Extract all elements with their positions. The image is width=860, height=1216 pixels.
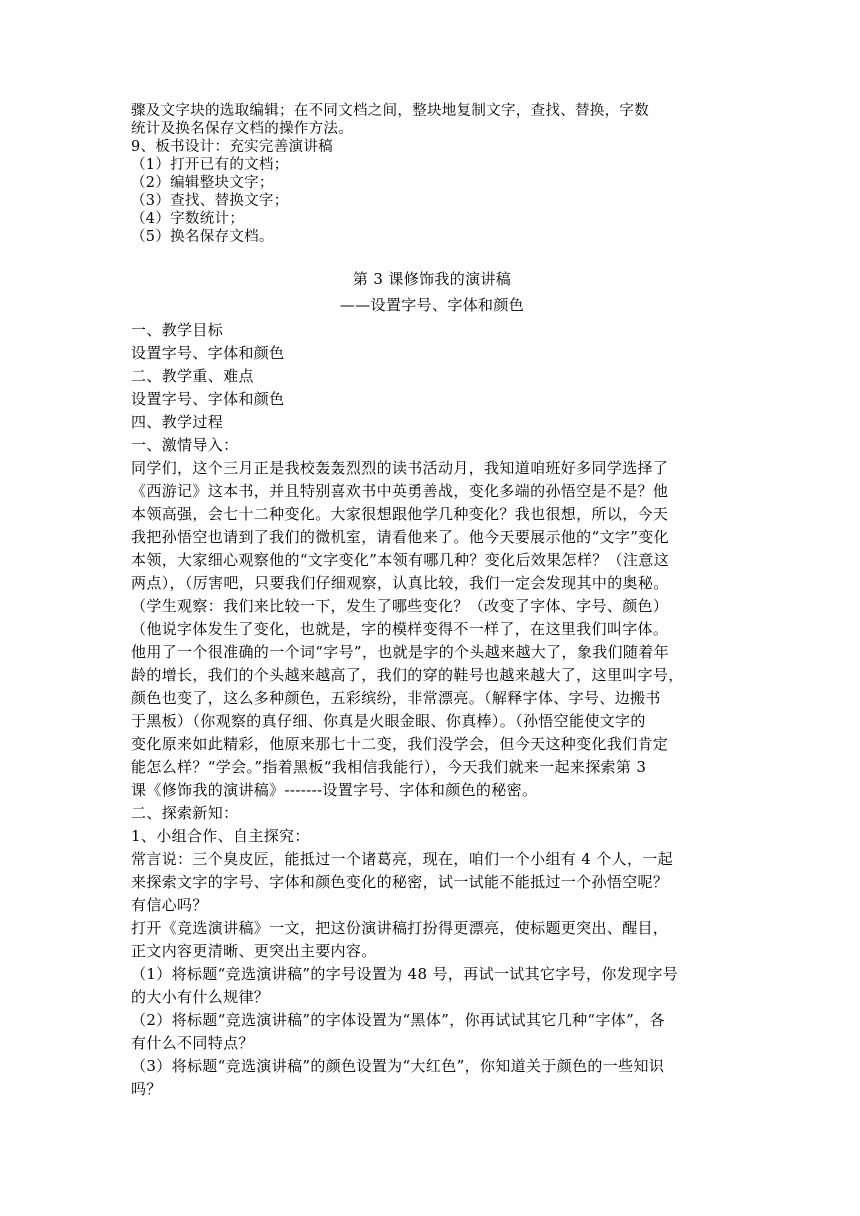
text-line: 正文内容更清晰、更突出主要内容。 xyxy=(131,942,377,960)
heading-line: 一、激情导入： xyxy=(131,436,239,454)
heading-line: 1、小组合作、自主探究： xyxy=(131,827,310,845)
text-line: 同学们，这个三月正是我校轰轰烈烈的读书活动月，我知道咱班好多同学选择了 xyxy=(131,459,669,477)
text-line: （1）打开已有的文档； xyxy=(131,157,289,173)
text-line: 打开《竞选演讲稿》一文，把这份演讲稿打扮得更漂亮，使标题更突出、醒目， xyxy=(131,919,669,937)
text-line: （2）将标题“竞选演讲稿”的字体设置为“黑体”，你再试试其它几种“字体”，各 xyxy=(131,1011,665,1029)
text-line: 两点），（厉害吧，只要我们仔细观察，认真比较，我们一定会发现其中的奥秘。 xyxy=(131,574,669,592)
text-line: 我把孙悟空也请到了我们的微机室，请看他来了。他今天要展示他的“文字”变化 xyxy=(131,528,669,546)
text-line: 本领高强，会七十二种变化。大家很想跟他学几种变化？我也很想，所以，今天 xyxy=(131,505,669,523)
lesson-title: 第 3 课修饰我的演讲稿 xyxy=(352,270,512,288)
text-line: 吗？ xyxy=(131,1080,162,1098)
text-line: 设置字号、字体和颜色 xyxy=(131,344,285,362)
text-line: 9、板书设计：充实完善演讲稿 xyxy=(131,139,333,155)
text-line: 课《修饰我的演讲稿》-------设置字号、字体和颜色的秘密。 xyxy=(131,781,538,799)
text-line: 本领，大家细心观察他的“文字变化”本领有哪几种？变化后效果怎样？（注意这 xyxy=(131,551,669,569)
heading-line: 一、教学目标 xyxy=(131,321,224,339)
text-line: 变化原来如此精彩，他原来那七十二变，我们没学会，但今天这种变化我们肯定 xyxy=(131,735,669,753)
text-line: 龄的增长，我们的个头越来越高了，我们的穿的鞋号也越来越大了，这里叫字号， xyxy=(131,666,684,684)
text-line: 来探索文字的字号、字体和颜色变化的秘密，试一试能不能抵过一个孙悟空呢？ xyxy=(131,873,669,891)
text-line: 有信心吗？ xyxy=(131,896,208,914)
text-line: （3）将标题“竞选演讲稿”的颜色设置为“大红色”，你知道关于颜色的一些知识 xyxy=(131,1057,665,1075)
heading-line: 二、探索新知： xyxy=(131,804,239,822)
text-line: 设置字号、字体和颜色 xyxy=(131,390,285,408)
text-line: （1）将标题“竞选演讲稿”的字号设置为 48 号，再试一试其它字号，你发现字号 xyxy=(131,965,679,983)
text-line: 统计及换名保存文档的操作方法。 xyxy=(131,121,353,137)
text-line: （4）字数统计； xyxy=(131,211,245,227)
lesson-subtitle: ——设置字号、字体和颜色 xyxy=(339,296,525,314)
text-line: （3）查找、替换文字； xyxy=(131,193,289,209)
text-line: 《西游记》这本书，并且特别喜欢书中英勇善战，变化多端的孙悟空是不是？他 xyxy=(131,482,669,500)
heading-line: 二、教学重、难点 xyxy=(131,367,254,385)
text-line: （2）编辑整块文字； xyxy=(131,175,274,191)
text-line: 常言说：三个臭皮匠，能抵过一个诸葛亮，现在，咱们一个小组有 4 个人，一起 xyxy=(131,850,674,868)
text-line: 能怎么样？“学会。”指着黑板“我相信我能行），今天我们就来一起来探索第 3 xyxy=(131,758,647,776)
text-line: 有什么不同特点？ xyxy=(131,1034,254,1052)
text-line: 的大小有什么规律？ xyxy=(131,988,270,1006)
text-line: 颜色也变了，这么多种颜色，五彩缤纷，非常漂亮。（解释字体、字号、边搬书 xyxy=(131,689,661,707)
text-line: （他说字体发生了变化，也就是，字的模样变得不一样了，在这里我们叫字体。 xyxy=(131,620,669,638)
text-line: （5）换名保存文档。 xyxy=(131,229,274,245)
text-line: 他用了一个很准确的一个词“字号”，也就是字的个头越来越大了，象我们随着年 xyxy=(131,643,669,661)
heading-line: 四、教学过程 xyxy=(131,413,224,431)
text-line: 骤及文字块的选取编辑；在不同文档之间，整块地复制文字，查找、替换，字数 xyxy=(131,103,649,119)
text-line: （学生观察：我们来比较一下，发生了哪些变化？（改变了字体、字号、颜色） xyxy=(131,597,669,615)
text-line: 于黑板）（你观察的真仔细、你真是火眼金眼、你真棒）。（孙悟空能使文字的 xyxy=(131,712,646,730)
